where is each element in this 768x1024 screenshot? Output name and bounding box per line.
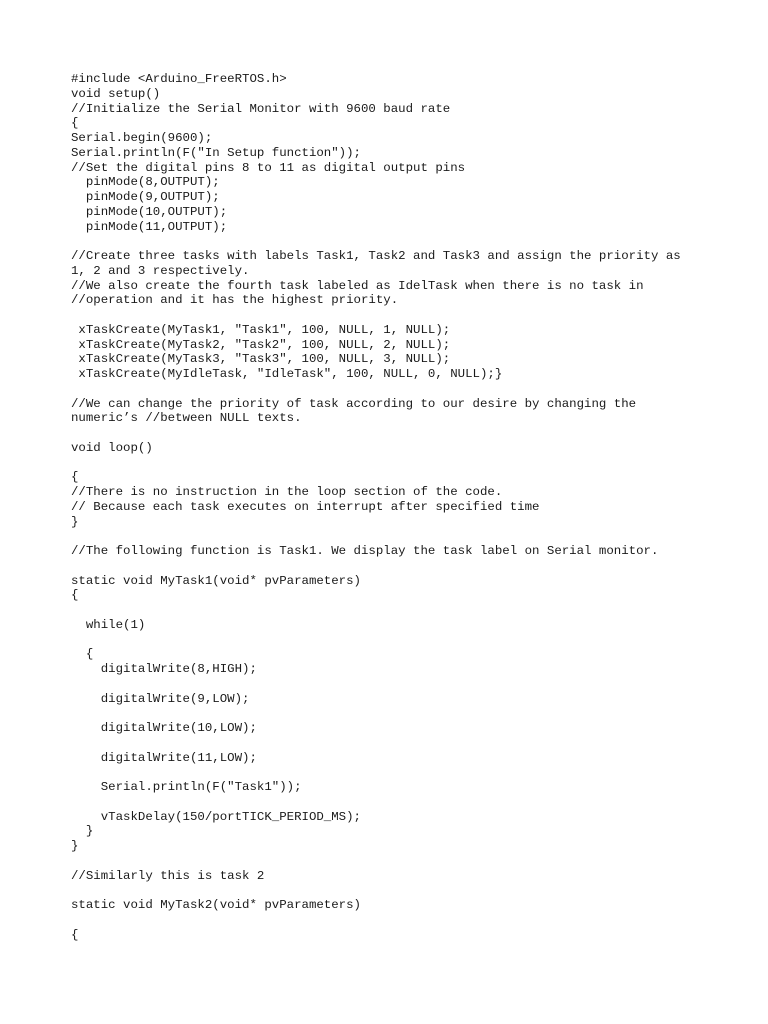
- code-line: 1, 2 and 3 respectively.: [71, 263, 250, 278]
- code-line: }: [71, 824, 94, 839]
- code-line: numeric’s //between NULL texts.: [71, 411, 302, 426]
- code-line: {: [71, 647, 94, 662]
- code-line: pinMode(11,OUTPUT);: [71, 219, 228, 234]
- code-line: //Create three tasks with labels Task1, Task2 and Task3 and assign the priority as: [71, 249, 681, 263]
- code-line: void setup(): [71, 86, 161, 101]
- code-line: //operation and it has the highest priority.: [71, 293, 399, 308]
- code-line: [71, 677, 751, 692]
- code-line: {: [71, 927, 79, 942]
- code-line: Serial.println(F("Task1"));: [71, 780, 302, 794]
- code-line: xTaskCreate(MyTask3, "Task3", 100, NULL, 3, NULL);: [71, 352, 451, 367]
- code-line: }: [71, 839, 79, 853]
- code-line: while(1): [71, 617, 146, 632]
- code-line: [71, 854, 751, 869]
- code-line: [71, 795, 751, 810]
- code-line: [71, 234, 751, 249]
- code-line: //We can change the priority of task according to our desire by changing the: [71, 396, 637, 411]
- code-line: [71, 633, 751, 648]
- code-line: {: [71, 588, 79, 603]
- code-line: //We also create the fourth task labeled as IdelTask when there is no task in: [71, 278, 644, 293]
- code-line: [71, 308, 751, 323]
- code-line: //There is no instruction in the loop section of the code.: [71, 485, 503, 499]
- code-line: [71, 529, 751, 544]
- code-line: xTaskCreate(MyTask2, "Task2", 100, NULL, 2, NULL);: [71, 337, 451, 352]
- code-line: // Because each task executes on interrupt after specified time: [71, 499, 540, 514]
- code-line: //Similarly this is task 2: [71, 868, 265, 883]
- code-line: [71, 736, 751, 751]
- code-line: [71, 559, 751, 574]
- code-line: pinMode(9,OUTPUT);: [71, 190, 220, 204]
- code-line: [71, 603, 751, 618]
- code-line: //Set the digital pins 8 to 11 as digital output pins: [71, 160, 466, 175]
- code-line: [71, 382, 751, 397]
- code-line: //Initialize the Serial Monitor with 9600 baud rate: [71, 101, 451, 116]
- code-line: [71, 426, 751, 441]
- code-line: static void MyTask2(void* pvParameters): [71, 898, 361, 912]
- code-line: }: [71, 514, 79, 529]
- code-line: digitalWrite(10,LOW);: [71, 721, 257, 735]
- code-line: digitalWrite(9,LOW);: [71, 691, 250, 706]
- code-line: [71, 706, 751, 721]
- code-line: //The following function is Task1. We display the task label on Serial monitor.: [71, 544, 659, 558]
- code-line: {: [71, 470, 79, 485]
- code-line: xTaskCreate(MyTask1, "Task1", 100, NULL, 1, NULL);: [71, 322, 451, 337]
- code-line: [71, 883, 751, 898]
- code-line: static void MyTask1(void* pvParameters): [71, 573, 361, 588]
- code-line: {: [71, 116, 79, 131]
- code-line: Serial.println(F("In Setup function"));: [71, 145, 361, 160]
- code-line: Serial.begin(9600);: [71, 131, 213, 145]
- code-line: digitalWrite(8,HIGH);: [71, 662, 257, 676]
- code-line: pinMode(10,OUTPUT);: [71, 204, 228, 219]
- code-line: xTaskCreate(MyIdleTask, "IdleTask", 100, NULL, 0, NULL);}: [71, 367, 503, 381]
- code-line: void loop(): [71, 440, 153, 455]
- code-line: [71, 913, 751, 928]
- code-line: vTaskDelay(150/portTICK_PERIOD_MS);: [71, 809, 361, 824]
- code-listing: [71, 72, 751, 942]
- code-line: digitalWrite(11,LOW);: [71, 750, 257, 765]
- code-line: #include <Arduino_FreeRTOS.h>: [71, 72, 287, 86]
- code-line: [71, 456, 751, 471]
- code-line: [71, 765, 751, 780]
- code-line: pinMode(8,OUTPUT);: [71, 175, 220, 190]
